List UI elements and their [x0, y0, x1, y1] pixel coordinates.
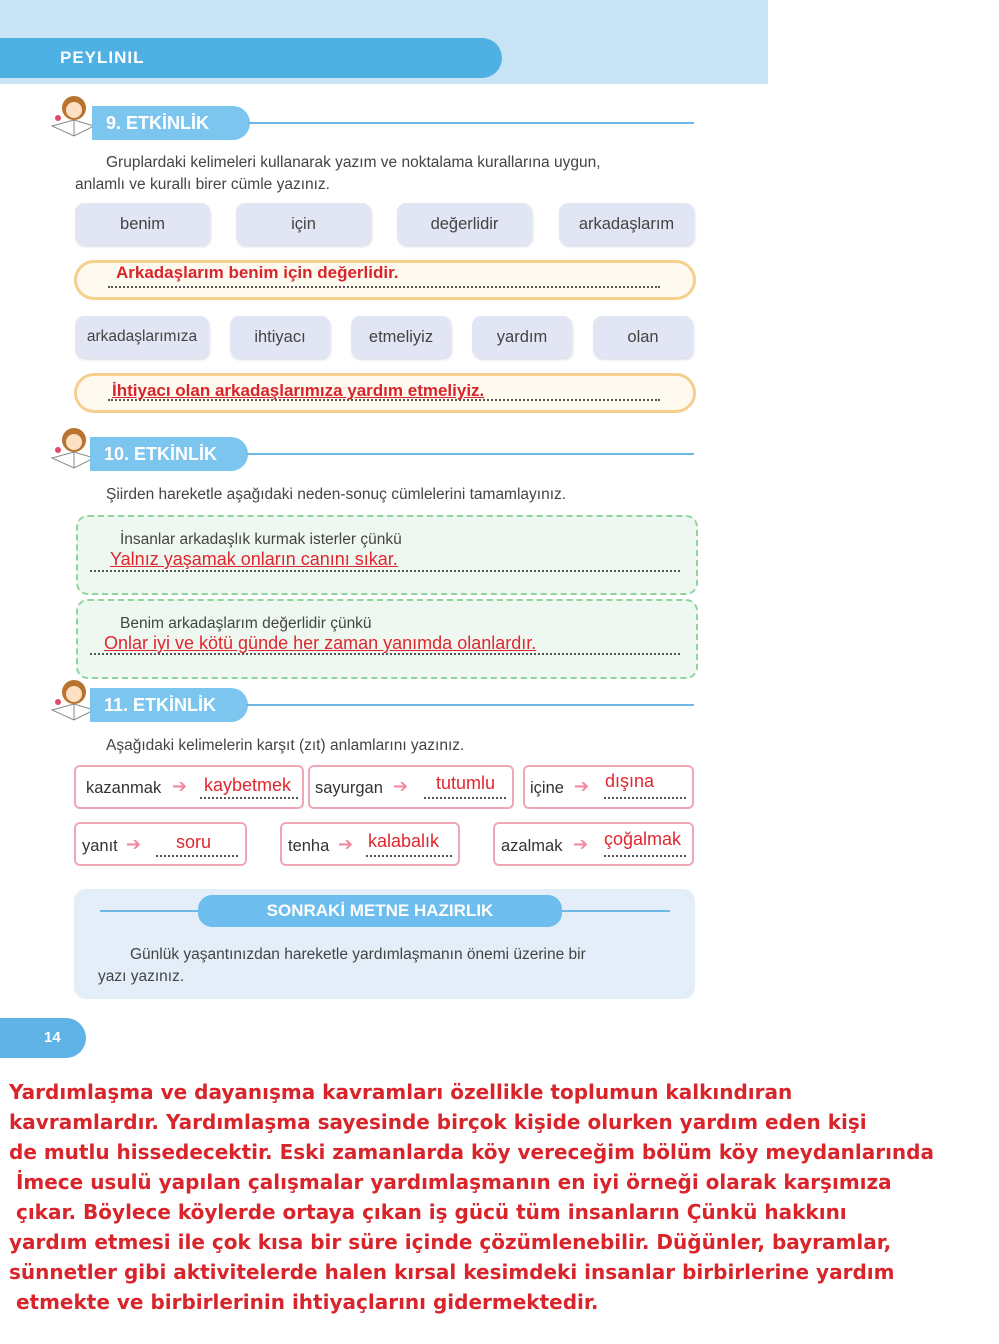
essay-line: İmece usulü yapılan çalışmalar yardımlaşmanın en iyi örneği olarak karşımıza	[9, 1170, 892, 1194]
girl-reading-icon	[44, 92, 98, 140]
antonym-word: sayurgan	[315, 779, 383, 797]
antonym-answer: kaybetmek	[204, 775, 292, 795]
dotted-line	[424, 797, 506, 799]
arrow-right-icon: ➔	[338, 834, 354, 855]
activity-10-title: 10. ETKİNLİK	[90, 437, 248, 471]
arrow-right-icon: ➔	[172, 776, 188, 797]
dotted-line	[604, 797, 686, 799]
dotted-line	[156, 855, 238, 857]
cause-prompt-2: Benim arkadaşlarım değerlidir çünkü	[120, 615, 372, 632]
word-card: benim	[75, 203, 210, 245]
activity-11-title: 11. ETKİNLİK	[90, 688, 248, 722]
word-card: arkadaşlarımıza	[75, 316, 209, 358]
word-card: değerlidir	[397, 203, 532, 245]
unit-title-pill	[0, 38, 502, 78]
activity-10-instruction: Şiirden hareketle aşağıdaki neden-sonuç cümlelerini tamamlayınız.	[106, 486, 567, 503]
word-card: olan	[593, 316, 693, 358]
essay-line: sünnetler gibi aktivitelerde halen kırsal kesimdeki insanlar birbirlerine yardım	[9, 1260, 895, 1284]
essay-line: de mutlu hissedecektir. Eski zamanlarda köy vereceğim bölüm köy meydanlarında	[9, 1140, 934, 1164]
antonym-word: yanıt	[82, 837, 118, 855]
dotted-line	[604, 855, 686, 857]
antonym-answer: soru	[176, 832, 212, 852]
essay-line: çıkar. Böylece köylerde ortaya çıkan iş gücü tüm insanların Çünkü hakkını	[9, 1200, 847, 1224]
activity-9-instruction-1: Gruplardaki kelimeleri kullanarak yazım ve noktalama kurallarına uygun,	[106, 154, 601, 171]
arrow-right-icon: ➔	[574, 776, 590, 797]
dotted-line	[200, 797, 298, 799]
antonym-word: azalmak	[501, 837, 563, 855]
word-card: etmeliyiz	[351, 316, 451, 358]
dotted-line	[90, 570, 680, 572]
prep-title: SONRAKİ METNE HAZIRLIK	[198, 895, 562, 927]
word-card: arkadaşlarım	[559, 203, 694, 245]
essay-line: etmekte ve birbirlerinin ihtiyaçlarını gidermektedir.	[9, 1290, 599, 1314]
answer-1: Arkadaşlarım benim için değerlidir.	[116, 263, 399, 282]
essay-line: kavramlardır. Yardımlaşma sayesinde birçok kişide olurken yardım eden kişi	[9, 1110, 867, 1134]
answer-2: İhtiyacı olan arkadaşlarımıza yardım etmeliyiz.	[112, 381, 485, 400]
antonym-word: kazanmak	[86, 779, 162, 797]
cause-prompt-1: İnsanlar arkadaşlık kurmak isterler çünkü	[120, 531, 402, 548]
activity-9-instruction-2: anlamlı ve kurallı birer cümle yazınız.	[75, 176, 330, 193]
cause-answer-2: Onlar iyi ve kötü günde her zaman yanımda olanlardır.	[104, 633, 537, 653]
page-number: 14	[0, 1018, 86, 1058]
prep-line-1: Günlük yaşantınızdan hareketle yardımlaşmanın önemi üzerine bir	[130, 946, 586, 963]
dotted-line	[108, 286, 660, 288]
antonym-answer: çoğalmak	[604, 829, 682, 849]
cause-answer-1: Yalnız yaşamak onların canını sıkar.	[110, 549, 398, 569]
antonym-word: içine	[530, 779, 564, 797]
arrow-right-icon: ➔	[393, 776, 409, 797]
unit-title: PEYLINIL	[60, 48, 145, 67]
word-card: yardım	[472, 316, 572, 358]
antonym-answer: tutumlu	[436, 773, 496, 793]
antonym-word: tenha	[288, 837, 330, 855]
antonym-answer: kalabalık	[368, 831, 440, 851]
dotted-line	[366, 855, 452, 857]
essay-line: Yardımlaşma ve dayanışma kavramları özellikle toplumun kalkındıran	[9, 1080, 793, 1104]
section-divider	[248, 122, 694, 124]
word-card: için	[236, 203, 371, 245]
word-card: ihtiyacı	[230, 316, 330, 358]
activity-9-title: 9. ETKİNLİK	[92, 106, 250, 140]
arrow-right-icon: ➔	[573, 834, 589, 855]
antonym-answer: dışına	[605, 771, 655, 791]
essay-line: yardım etmesi ile çok kısa bir süre içinde çözümlenebilir. Düğünler, bayramlar,	[9, 1230, 892, 1254]
arrow-right-icon: ➔	[126, 834, 142, 855]
section-divider	[246, 453, 694, 455]
prep-line-2: yazı yazınız.	[98, 968, 185, 985]
section-divider	[246, 704, 694, 706]
activity-11-instruction: Aşağıdaki kelimelerin karşıt (zıt) anlamlarını yazınız.	[106, 737, 465, 754]
